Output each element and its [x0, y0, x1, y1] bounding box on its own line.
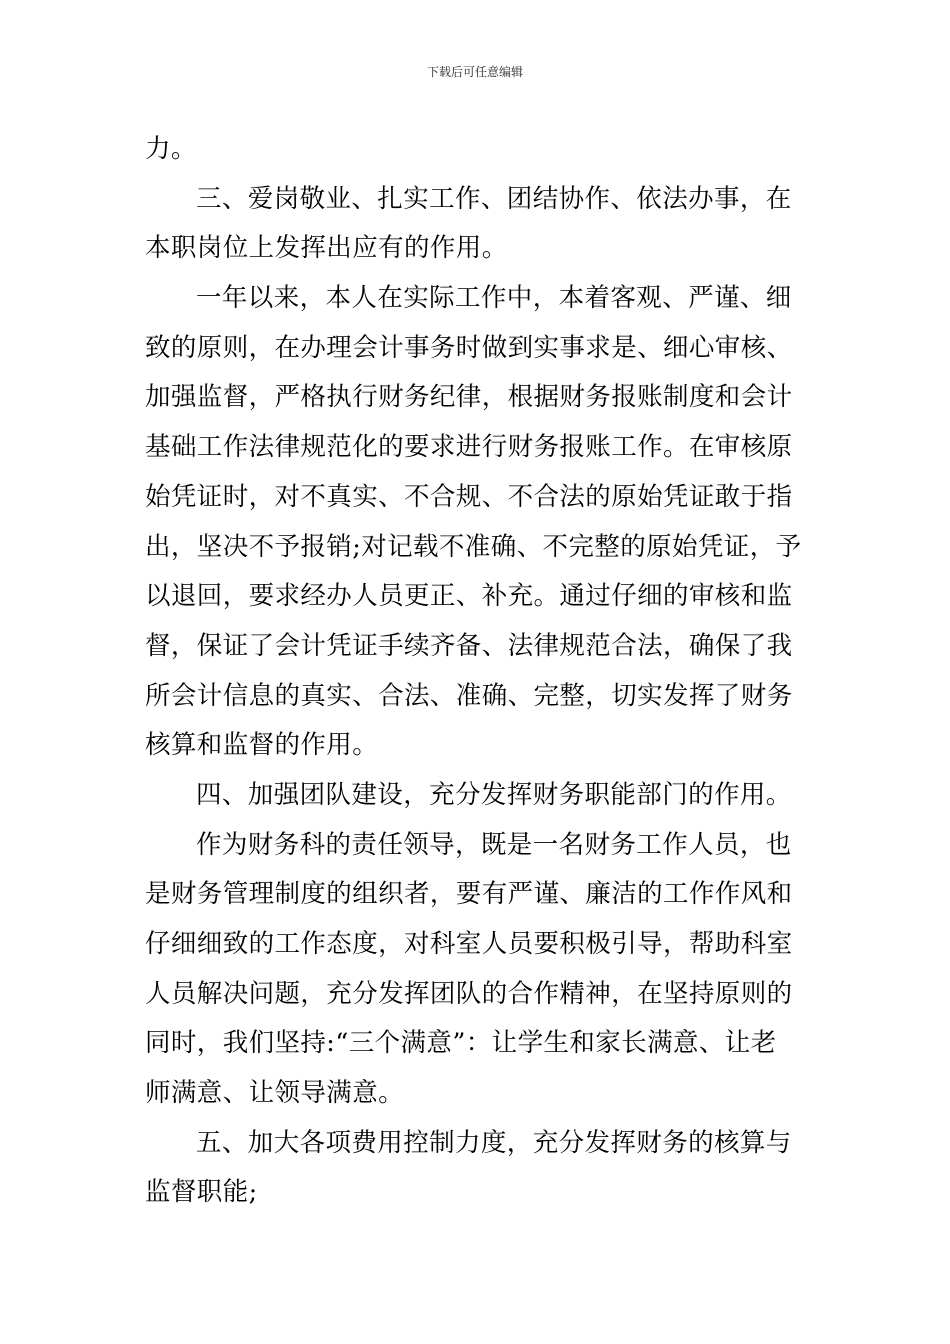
text-line: 基础工作法律规范化的要求进行财务报账工作。在审核原 — [145, 432, 793, 463]
text-line: 督，保证了会计凭证手续齐备、法律规范合法，确保了我 — [145, 630, 793, 661]
paragraph-start-line: 四、加强团队建设，充分发挥财务职能部门的作用。 — [196, 779, 792, 810]
text-line: 本职岗位上发挥出应有的作用。 — [145, 233, 508, 264]
text-line: 监督职能; — [145, 1177, 258, 1208]
document-body — [145, 125, 805, 1218]
text-line: 以退回，要求经办人员更正、补充。通过仔细的审核和监 — [145, 581, 793, 612]
text-line: 同时，我们坚持:“三个满意”：让学生和家长满意、让老 — [145, 1028, 777, 1059]
text-line: 加强监督，严格执行财务纪律，根据财务报账制度和会计 — [145, 382, 793, 413]
page-header: 下载后可任意编辑 — [426, 65, 523, 79]
text-line: 所会计信息的真实、合法、准确、完整，切实发挥了财务 — [145, 680, 793, 711]
text-line: 是财务管理制度的组织者，要有严谨、廉洁的工作作风和 — [145, 879, 793, 910]
text-line: 致的原则，在办理会计事务时做到实事求是、细心审核、 — [145, 332, 793, 363]
text-line: 力。 — [145, 134, 197, 164]
text-line: 仔细细致的工作态度，对科室人员要积极引导，帮助科室 — [145, 929, 793, 959]
paragraph-start-line: 五、加大各项费用控制力度，充分发挥财务的核算与 — [196, 1127, 792, 1158]
text-line: 始凭证时，对不真实、不合规、不合法的原始凭证敢于指 — [145, 481, 793, 512]
paragraph-start-line: 三、爱岗敬业、扎实工作、团结协作、依法办事，在 — [196, 183, 792, 214]
text-line: 师满意、让领导满意。 — [145, 1078, 405, 1109]
paragraph-start-line: 一年以来，本人在实际工作中，本着客观、严谨、细 — [196, 283, 792, 314]
text-line: 核算和监督的作用。 — [145, 730, 379, 761]
text-line: 出，坚决不予报销;对记载不准确、不完整的原始凭证，予 — [145, 531, 802, 562]
paragraph-start-line: 作为财务科的责任领导，既是一名财务工作人员，也 — [196, 829, 792, 860]
text-line: 人员解决问题，充分发挥团队的合作精神，在坚持原则的 — [145, 978, 793, 1009]
